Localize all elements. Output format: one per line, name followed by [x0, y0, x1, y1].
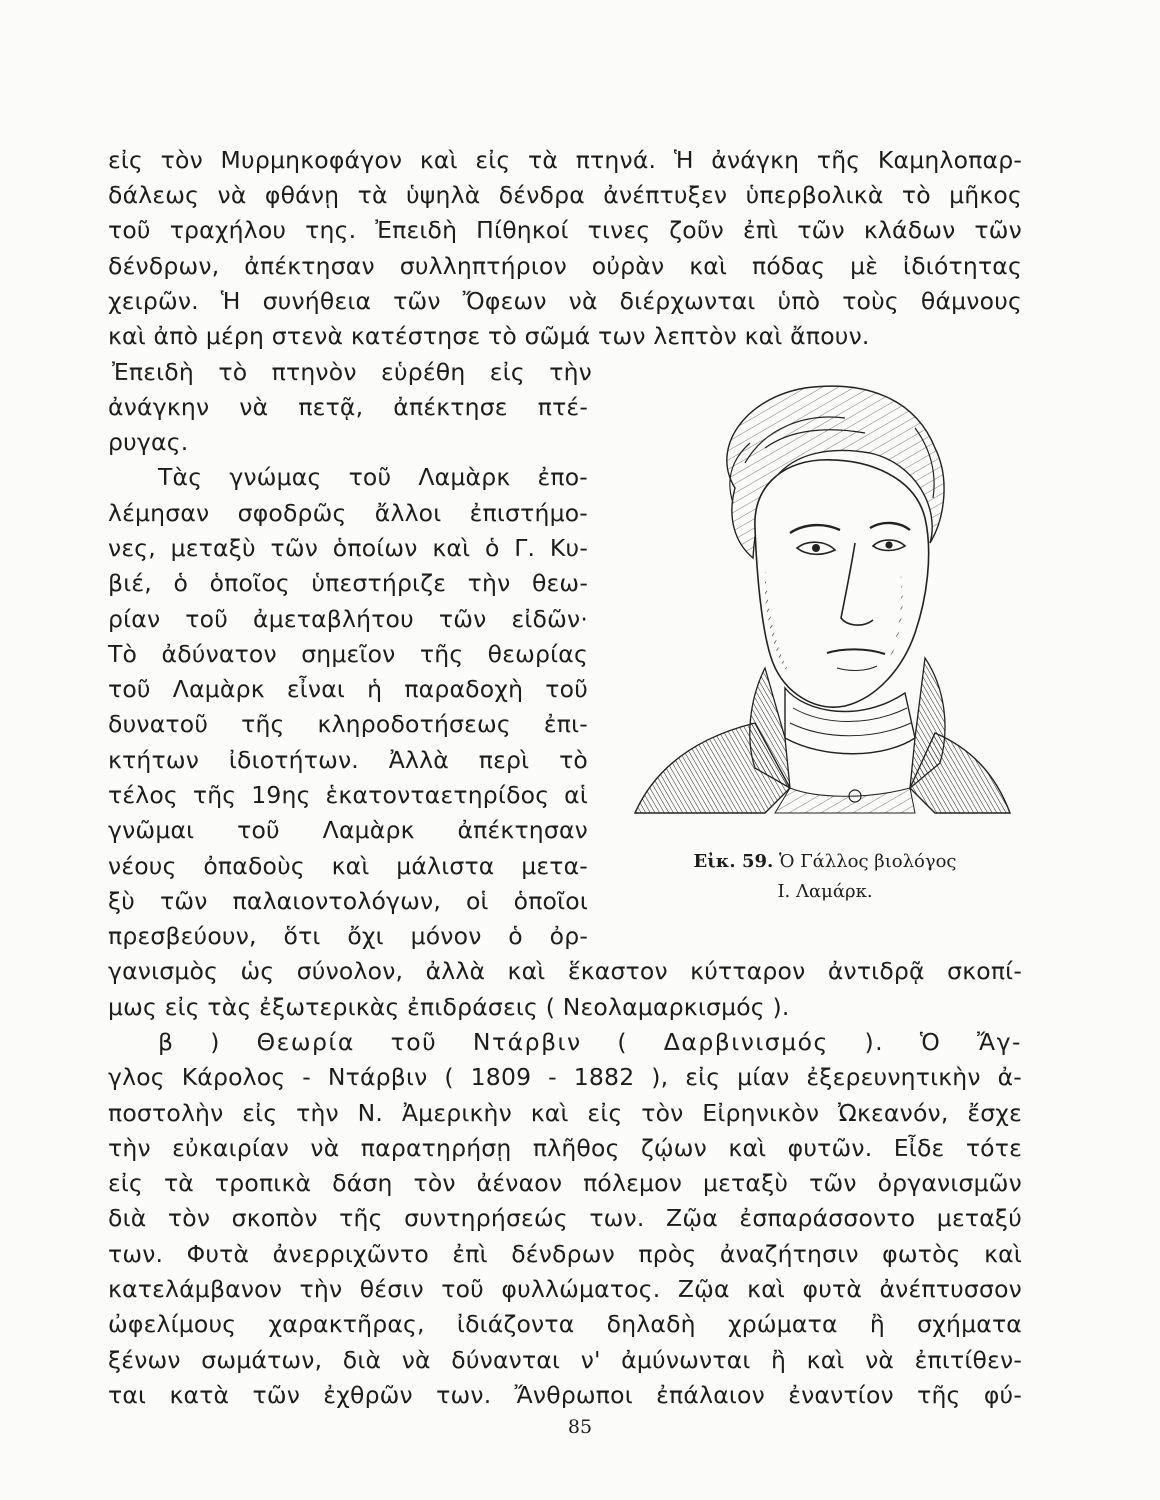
portrait-engraving-icon [615, 368, 1025, 828]
text-line-3: τοῦ τραχήλου της. Ἐπειδὴ Πίθηκοί τινες ζοῦν ἐπὶ τῶν κλάδων τῶν [108, 216, 1022, 244]
figure-label: Εἰκ. 59. [693, 851, 774, 872]
text-line-7: Ἐπειδὴ τὸ πτηνὸν εὑρέθη εἰς τὴν [112, 358, 592, 386]
text-line-19: τέλος τῆς 19ης ἑκατονταετηρίδος αἱ [108, 781, 588, 809]
text-line-5: χειρῶν. Ἡ συνήθεια τῶν Ὄφεων νὰ διέρχωνται ὑπὸ τοὺς θάμνους [108, 287, 1022, 315]
text-line-13: βιέ, ὁ ὁποῖος ὑπεστήριζε τὴν θεω- [108, 569, 588, 597]
text-line-1: εἰς τὸν Μυρμηκοφάγον καὶ εἰς τὰ πτηνά. Ἡ ἀνάγκη τῆς Καμηλοπαρ- [108, 146, 1022, 174]
lamarck-portrait [615, 368, 1025, 828]
text-line-2: δάλεως νὰ φθάνῃ τὰ ὑψηλὰ δένδρα ἀνέπτυξεν ὑπερβολικὰ τὸ μῆκος [108, 181, 1022, 209]
text-line-21: νέους ὀπαδοὺς καὶ μάλιστα μετα- [108, 852, 588, 880]
text-line-28: ποστολὴν εἰς τὴν Ν. Ἀμερικὴν καὶ εἰς τὸν Εἰρηνικὸν Ὠκεανόν, ἔσχε [108, 1099, 1022, 1127]
text-line-25: μως εἰς τὰς ἐξωτερικὰς ἐπιδράσεις ( Νεολαμαρκισμός ). [108, 993, 790, 1021]
text-line-23: πρεσβεύουν, ὅτι ὄχι μόνον ὁ ὀρ- [108, 922, 588, 950]
figure-caption-line1: Ὁ Γάλλος βιολόγος [779, 851, 957, 872]
text-line-20: γνῶμαι τοῦ Λαμὰρκ ἀπέκτησαν [108, 816, 588, 844]
text-line-15: Τὸ ἀδύνατον σημεῖον τῆς θεωρίας [108, 640, 588, 668]
text-line-8: ἀνάγκην νὰ πετᾷ, ἀπέκτησε πτέ- [108, 393, 588, 421]
text-line-36: ται κατὰ τῶν ἐχθρῶν των. Ἄνθρωποι ἐπάλαιον ἐναντίον τῆς φύ- [108, 1381, 1022, 1409]
text-line-27: γλος Κάρολος - Ντάρβιν ( 1809 - 1882 ), εἰς μίαν ἐξερευνητικὴν ἀ- [108, 1063, 1022, 1091]
text-line-34: ὠφελίμους χαρακτῆρας, ἰδιάζοντα δηλαδὴ χρώματα ἢ σχήματα [108, 1310, 1022, 1338]
page-number: 85 [567, 1416, 593, 1438]
text-line-29: τὴν εὐκαιρίαν νὰ παρατηρήσῃ πλῆθος ζῴων καὶ φυτῶν. Εἶδε τότε [108, 1134, 1022, 1162]
text-line-12: νες, μεταξὺ τῶν ὁποίων καὶ ὁ Γ. Κυ- [108, 534, 588, 562]
figure-caption [640, 848, 1010, 876]
text-line-6: καὶ ἀπὸ μέρη στενὰ κατέστησε τὸ σῶμά των λεπτὸν καὶ ἄπουν. [108, 322, 870, 350]
figure-caption-line2: Ι. Λαμάρκ. [777, 881, 873, 902]
text-line-17: δυνατοῦ τῆς κληροδοτήσεως ἐπι- [108, 710, 588, 738]
text-line-10: Τὰς γνώμας τοῦ Λαμὰρκ ἐπο- [158, 463, 588, 491]
text-line-30: εἰς τὰ τροπικὰ δάση τὸν ἀέναον πόλεμον μεταξὺ τῶν ὀργανισμῶν [108, 1169, 1022, 1197]
text-line-22: ξὺ τῶν παλαιοντολόγων, οἱ ὁποῖοι [108, 887, 588, 915]
text-line-24: γανισμὸς ὡς σύνολον, ἀλλὰ καὶ ἕκαστον κύτταρον ἀντιδρᾷ σκοπί- [108, 957, 1022, 985]
text-line-31: διὰ τὸν σκοπὸν τῆς συντηρήσεώς των. Ζῷα ἐσπαράσσοντο μεταξύ [108, 1204, 1022, 1232]
text-line-35: ξένων σωμάτων, διὰ νὰ δύνανται ν' ἀμύνωνται ἢ καὶ νὰ ἐπιτίθεν- [108, 1346, 1022, 1374]
text-line-33: κατελάμβανον τὴν θέσιν τοῦ φυλλώματος. Ζῷα καὶ φυτὰ ἀνέπτυσσον [108, 1275, 1022, 1303]
text-line-9: ρυγας. [108, 428, 189, 456]
text-line-18: κτήτων ἰδιοτήτων. Ἀλλὰ περὶ τὸ [108, 746, 588, 774]
text-line-11: λέμησαν σφοδρῶς ἄλλοι ἐπιστήμο- [108, 499, 588, 527]
text-line-32: των. Φυτὰ ἀνερριχῶντο ἐπὶ δένδρων πρὸς ἀναζήτησιν φωτὸς καὶ [108, 1240, 1022, 1268]
section-heading-darwin: β ) Θεωρία τοῦ Ντάρβιν ( Δαρβινισμός ). Ὁ Ἄγ- [158, 1028, 1022, 1056]
text-line-14: ρίαν τοῦ ἀμεταβλήτου τῶν εἰδῶν· [108, 605, 588, 633]
text-line-4: δένδρων, ἀπέκτησαν συλληπτήριον οὐρὰν καὶ πόδας μὲ ἰδιότητας [108, 252, 1022, 280]
text-line-16: τοῦ Λαμὰρκ εἶναι ἡ παραδοχὴ τοῦ [108, 675, 588, 703]
